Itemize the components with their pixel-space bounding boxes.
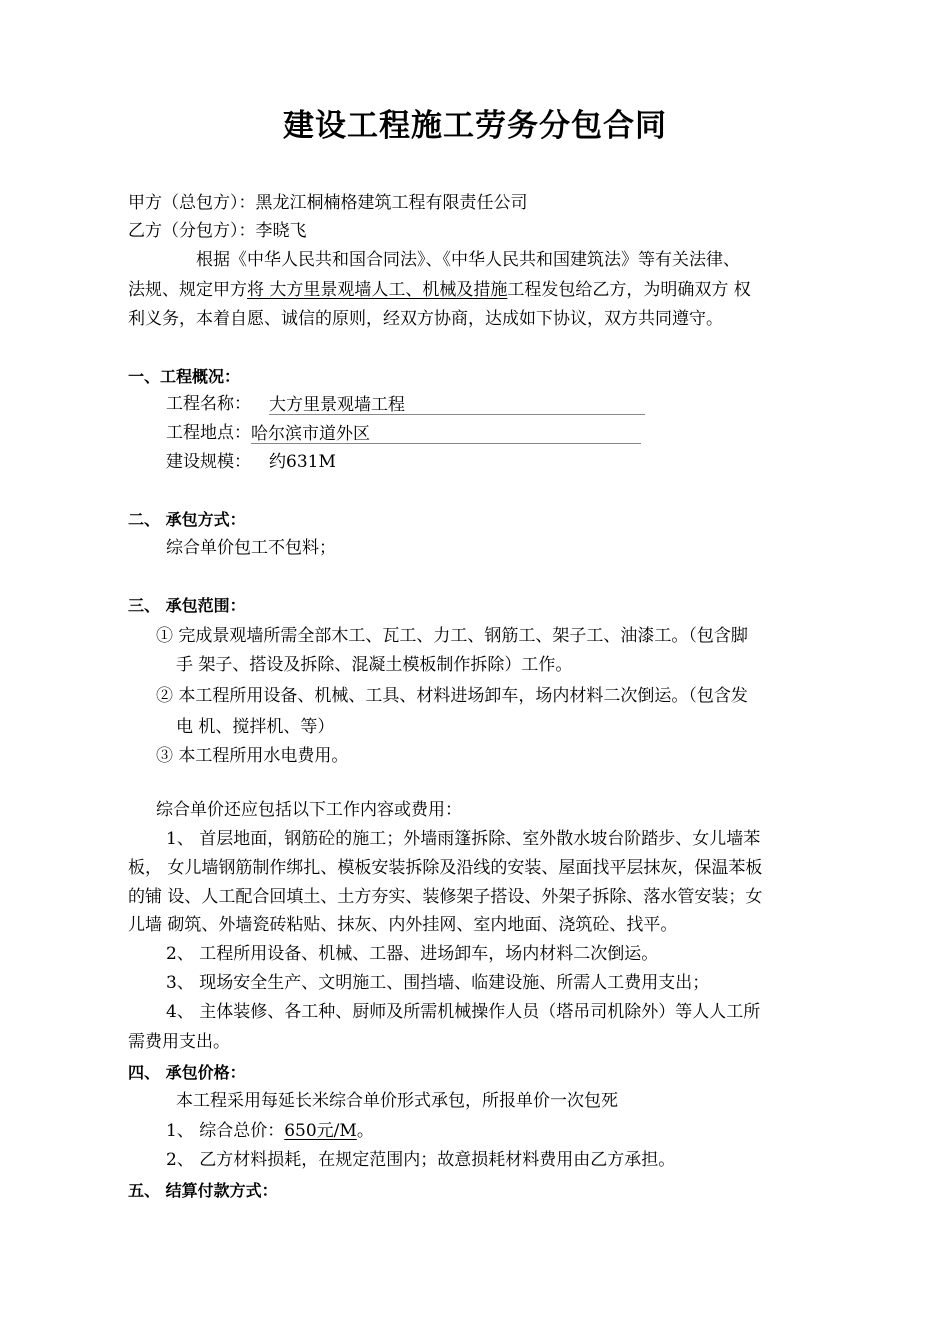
price-item-1: [166, 1120, 374, 1142]
project-name-row: [166, 393, 645, 415]
price-item-1-post: 。: [356, 1121, 374, 1141]
section-2-heading: 二、 承包方式：: [128, 510, 246, 529]
intro-line-2: [128, 279, 751, 301]
project-location-value: 哈尔滨市道外区: [251, 424, 370, 444]
section-4-heading: 四、 承包价格：: [128, 1063, 246, 1082]
scope-extra-1-line-4: 儿墙 砌筑、外墙瓷砖粘贴、抹灰、内外挂网、室内地面、浇筑砼、找平。: [128, 915, 678, 935]
intro-line-1: 根据《中华人民共和国合同法》、《中华人民共和国建筑法》等有关法律、: [196, 250, 740, 270]
scope-extra-intro: 综合单价还应包括以下工作内容或费用：: [156, 800, 462, 820]
price-item-1-label: 1、 综合总价：: [166, 1121, 285, 1141]
project-name-field: [269, 394, 645, 415]
scope-extra-1-line-3: 的铺 设、人工配合回填土、土方夯实、装修架子搭设、外架子拆除、落水管安装；女: [128, 887, 763, 907]
contract-method-text: 综合单价包工不包料；: [166, 538, 336, 558]
project-location-field: [251, 423, 641, 444]
project-location-label: 工程地点：: [166, 423, 251, 443]
project-scale-label: 建设规模：: [166, 452, 251, 472]
section-5-heading: 五、 结算付款方式：: [128, 1181, 278, 1200]
section-3-heading: 三、 承包范围：: [128, 596, 246, 615]
intro-project-name: 将 大方里景观墙人工、机械及措施: [247, 280, 508, 300]
price-item-2: 2、 乙方材料损耗，在规定范围内；故意损耗材料费用由乙方承担。: [166, 1150, 676, 1170]
project-location-row: [166, 422, 641, 444]
scope-item-2-line-2: 电 机、搅拌机、等）: [176, 717, 335, 737]
section-1-heading: 一、工程概况：: [128, 367, 241, 386]
price-total-value: 650元/M: [284, 1121, 357, 1141]
scope-item-2-line-1: ② 本工程所用设备、机械、工具、材料进场卸车，场内材料二次倒运。（包含发: [156, 686, 748, 706]
party-a-value: 黑龙江桐楠格建筑工程有限责任公司: [255, 193, 528, 213]
intro-line-3: 利义务，本着自愿、诚信的原则，经双方协商，达成如下协议，双方共同遵守。: [128, 309, 723, 329]
scope-extra-4-line-2: 需费用支出。: [128, 1032, 230, 1052]
scope-item-1-line-2: 手 架子、搭设及拆除、混凝土模板制作拆除）工作。: [176, 655, 573, 675]
document-title: 建设工程施工劳务分包合同: [283, 108, 667, 144]
price-text: 本工程采用每延长米综合单价形式承包，所报单价一次包死: [176, 1091, 618, 1111]
scope-extra-3: 3、 现场安全生产、文明施工、围挡墙、临建设施、所需人工费用支出；: [166, 973, 710, 993]
scope-extra-1-line-1: 1、 首层地面，钢筋砼的施工；外墙雨篷拆除、室外散水坡台阶踏步、女儿墙苯: [166, 829, 761, 849]
project-name-value: 大方里景观墙工程: [269, 395, 405, 415]
intro-line-2-pre: 法规、规定甲方: [128, 280, 247, 300]
intro-line-2-post: 工程发包给乙方，为明确双方 权: [507, 280, 751, 300]
scope-extra-4-line-1: 4、 主体装修、各工种、厨师及所需机械操作人员（塔吊司机除外）等人人工所: [166, 1002, 761, 1022]
project-name-label: 工程名称：: [166, 394, 251, 414]
scope-extra-2: 2、 工程所用设备、机械、工器、进场卸车，场内材料二次倒运。: [166, 944, 659, 964]
project-scale-row: [166, 451, 336, 473]
party-a-line: [128, 192, 528, 214]
party-b-line: [128, 220, 307, 242]
scope-extra-1-line-2: 板， 女儿墙钢筋制作绑扎、模板安装拆除及沿线的安装、屋面找平层抹灰，保温苯板: [128, 858, 763, 878]
scope-item-1-line-1: ① 完成景观墙所需全部木工、瓦工、力工、钢筋工、架子工、油漆工。（包含脚: [156, 626, 748, 646]
project-scale-value: 约631M: [269, 452, 336, 472]
party-a-label: 甲方（总包方）：: [128, 193, 256, 213]
party-b-value: 李晓飞: [255, 221, 307, 241]
party-b-label: 乙方（分包方）：: [128, 221, 256, 241]
scope-item-3: ③ 本工程所用水电费用。: [156, 746, 349, 766]
